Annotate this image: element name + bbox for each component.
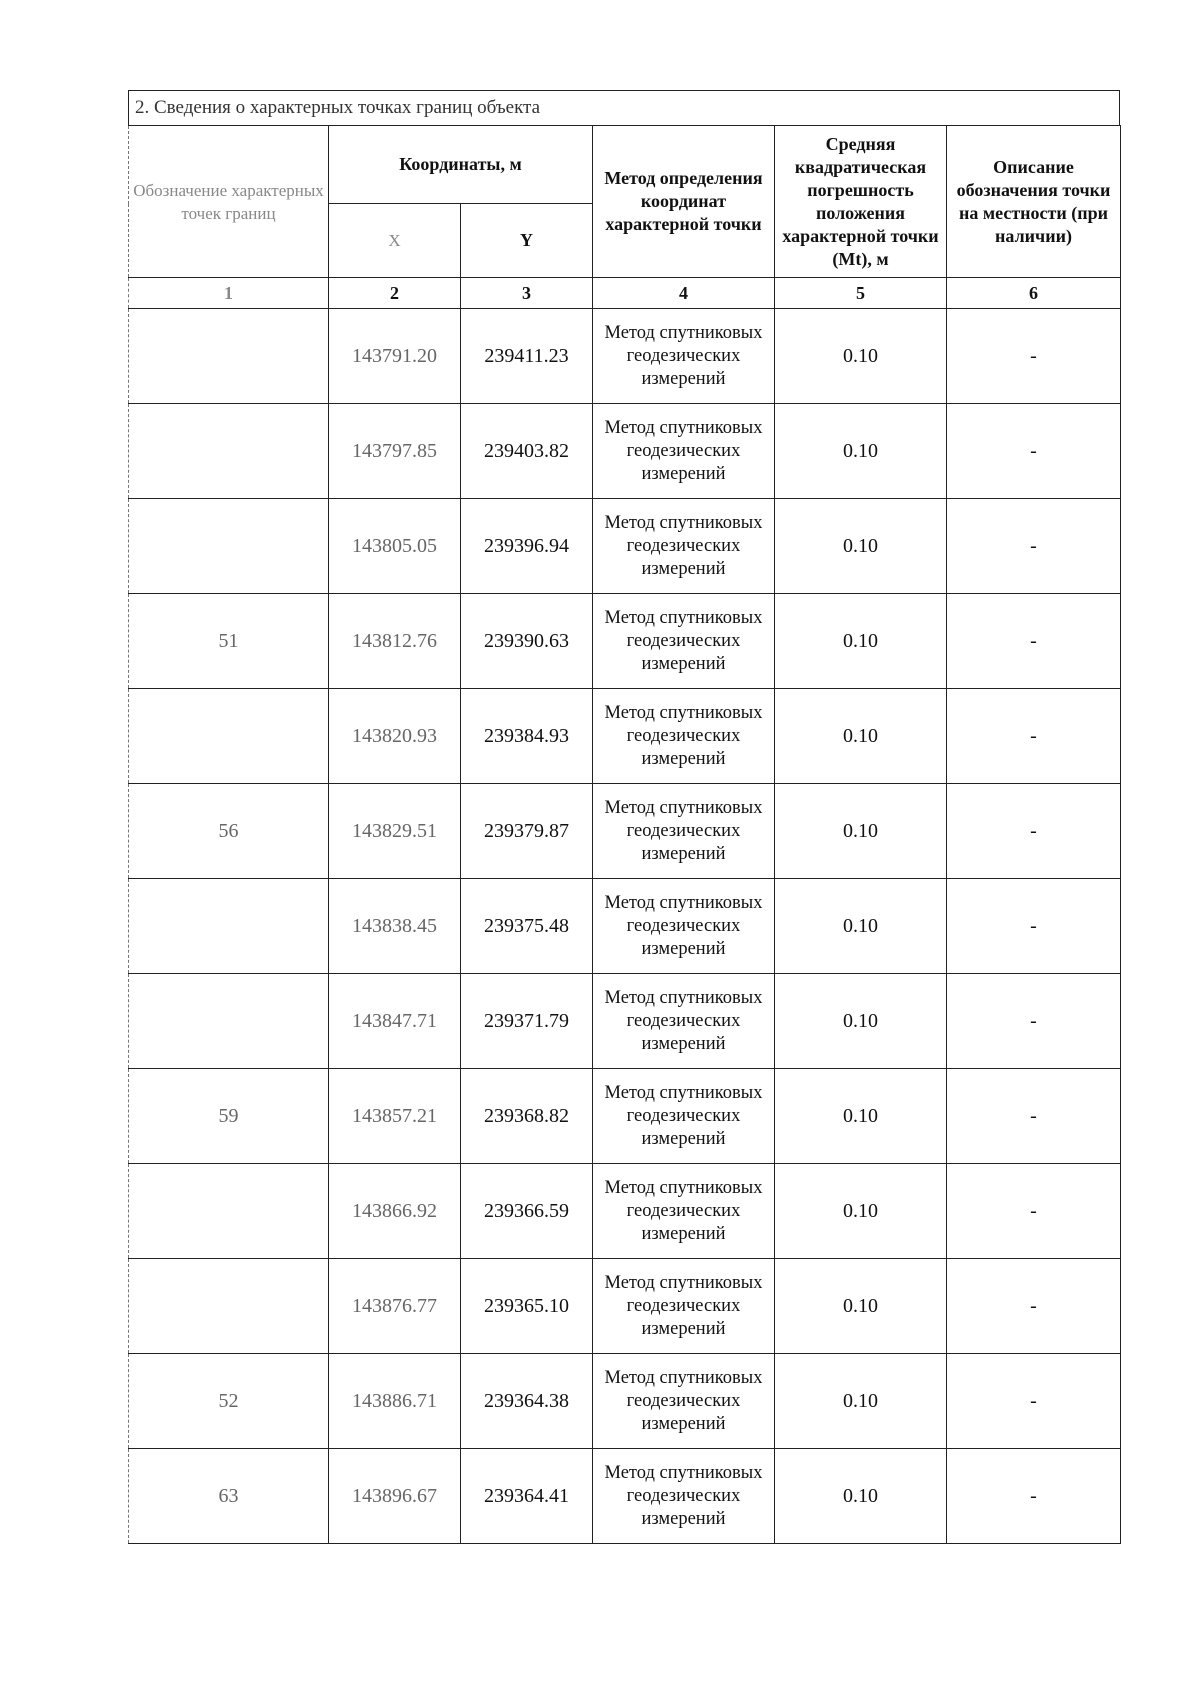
method-cell: Метод спутниковых геодезических измерений	[593, 784, 775, 879]
description-cell: -	[947, 974, 1121, 1069]
column-numbers-row	[129, 278, 1121, 309]
point-cell	[129, 689, 329, 784]
header-coordinates: Координаты, м	[329, 126, 593, 204]
table-row	[129, 309, 1121, 404]
column-number: 4	[593, 278, 775, 309]
table-row	[129, 1164, 1121, 1259]
header-point-designation: Обозначение характерных точек границ	[129, 126, 329, 278]
description-cell: -	[947, 1259, 1121, 1354]
description-cell: -	[947, 689, 1121, 784]
x-coordinate-cell: 143812.76	[329, 594, 461, 689]
document-sheet	[128, 90, 1120, 1544]
y-coordinate-cell: 239375.48	[461, 879, 593, 974]
point-cell	[129, 309, 329, 404]
table-row	[129, 404, 1121, 499]
point-cell	[129, 404, 329, 499]
point-cell: 63	[129, 1449, 329, 1544]
y-coordinate-cell: 239390.63	[461, 594, 593, 689]
x-coordinate-cell: 143797.85	[329, 404, 461, 499]
x-coordinate-cell: 143866.92	[329, 1164, 461, 1259]
mt-cell: 0.10	[775, 1354, 947, 1449]
boundary-points-table	[128, 125, 1121, 1544]
point-cell	[129, 879, 329, 974]
description-cell: -	[947, 1449, 1121, 1544]
y-coordinate-cell: 239384.93	[461, 689, 593, 784]
mt-cell: 0.10	[775, 689, 947, 784]
x-coordinate-cell: 143886.71	[329, 1354, 461, 1449]
mt-cell: 0.10	[775, 1259, 947, 1354]
point-cell: 52	[129, 1354, 329, 1449]
y-coordinate-cell: 239411.23	[461, 309, 593, 404]
point-cell: 59	[129, 1069, 329, 1164]
mt-cell: 0.10	[775, 1069, 947, 1164]
x-coordinate-cell: 143876.77	[329, 1259, 461, 1354]
y-coordinate-cell: 239368.82	[461, 1069, 593, 1164]
header-y: Y	[461, 204, 593, 278]
y-coordinate-cell: 239364.41	[461, 1449, 593, 1544]
description-cell: -	[947, 404, 1121, 499]
header-mt: Средняя квадратическая погрешность положения характерной точки (Mt), м	[775, 126, 947, 278]
x-coordinate-cell: 143857.21	[329, 1069, 461, 1164]
y-coordinate-cell: 239379.87	[461, 784, 593, 879]
description-cell: -	[947, 499, 1121, 594]
table-row	[129, 1449, 1121, 1544]
mt-cell: 0.10	[775, 879, 947, 974]
y-coordinate-cell: 239365.10	[461, 1259, 593, 1354]
point-cell	[129, 499, 329, 594]
method-cell: Метод спутниковых геодезических измерений	[593, 309, 775, 404]
column-number: 2	[329, 278, 461, 309]
point-cell	[129, 1259, 329, 1354]
description-cell: -	[947, 879, 1121, 974]
mt-cell: 0.10	[775, 404, 947, 499]
table-row	[129, 1069, 1121, 1164]
mt-cell: 0.10	[775, 1164, 947, 1259]
x-coordinate-cell: 143838.45	[329, 879, 461, 974]
description-cell: -	[947, 784, 1121, 879]
mt-cell: 0.10	[775, 309, 947, 404]
method-cell: Метод спутниковых геодезических измерений	[593, 594, 775, 689]
column-number: 1	[129, 278, 329, 309]
table-row	[129, 594, 1121, 689]
y-coordinate-cell: 239371.79	[461, 974, 593, 1069]
table-row	[129, 1354, 1121, 1449]
column-number: 3	[461, 278, 593, 309]
method-cell: Метод спутниковых геодезических измерений	[593, 404, 775, 499]
mt-cell: 0.10	[775, 594, 947, 689]
point-cell	[129, 974, 329, 1069]
header-method: Метод определения координат характерной точки	[593, 126, 775, 278]
x-coordinate-cell: 143791.20	[329, 309, 461, 404]
method-cell: Метод спутниковых геодезических измерений	[593, 879, 775, 974]
y-coordinate-cell: 239396.94	[461, 499, 593, 594]
table-body	[129, 309, 1121, 1544]
x-coordinate-cell: 143820.93	[329, 689, 461, 784]
table-row	[129, 689, 1121, 784]
description-cell: -	[947, 1354, 1121, 1449]
table-row	[129, 784, 1121, 879]
header-description: Описание обозначения точки на местности (при наличии)	[947, 126, 1121, 278]
method-cell: Метод спутниковых геодезических измерений	[593, 1354, 775, 1449]
mt-cell: 0.10	[775, 974, 947, 1069]
point-cell: 56	[129, 784, 329, 879]
method-cell: Метод спутниковых геодезических измерений	[593, 1164, 775, 1259]
table-row	[129, 879, 1121, 974]
column-number: 5	[775, 278, 947, 309]
x-coordinate-cell: 143829.51	[329, 784, 461, 879]
x-coordinate-cell: 143896.67	[329, 1449, 461, 1544]
description-cell: -	[947, 1069, 1121, 1164]
column-number: 6	[947, 278, 1121, 309]
section-title: 2. Сведения о характерных точках границ объекта	[128, 90, 1120, 125]
description-cell: -	[947, 309, 1121, 404]
point-cell: 51	[129, 594, 329, 689]
y-coordinate-cell: 239366.59	[461, 1164, 593, 1259]
point-cell	[129, 1164, 329, 1259]
mt-cell: 0.10	[775, 1449, 947, 1544]
table-row	[129, 974, 1121, 1069]
x-coordinate-cell: 143805.05	[329, 499, 461, 594]
mt-cell: 0.10	[775, 784, 947, 879]
method-cell: Метод спутниковых геодезических измерений	[593, 1259, 775, 1354]
method-cell: Метод спутниковых геодезических измерений	[593, 1069, 775, 1164]
table-row	[129, 499, 1121, 594]
description-cell: -	[947, 594, 1121, 689]
mt-cell: 0.10	[775, 499, 947, 594]
table-row	[129, 1259, 1121, 1354]
method-cell: Метод спутниковых геодезических измерений	[593, 499, 775, 594]
header-x: X	[329, 204, 461, 278]
method-cell: Метод спутниковых геодезических измерений	[593, 689, 775, 784]
x-coordinate-cell: 143847.71	[329, 974, 461, 1069]
y-coordinate-cell: 239364.38	[461, 1354, 593, 1449]
y-coordinate-cell: 239403.82	[461, 404, 593, 499]
description-cell: -	[947, 1164, 1121, 1259]
method-cell: Метод спутниковых геодезических измерений	[593, 974, 775, 1069]
method-cell: Метод спутниковых геодезических измерений	[593, 1449, 775, 1544]
